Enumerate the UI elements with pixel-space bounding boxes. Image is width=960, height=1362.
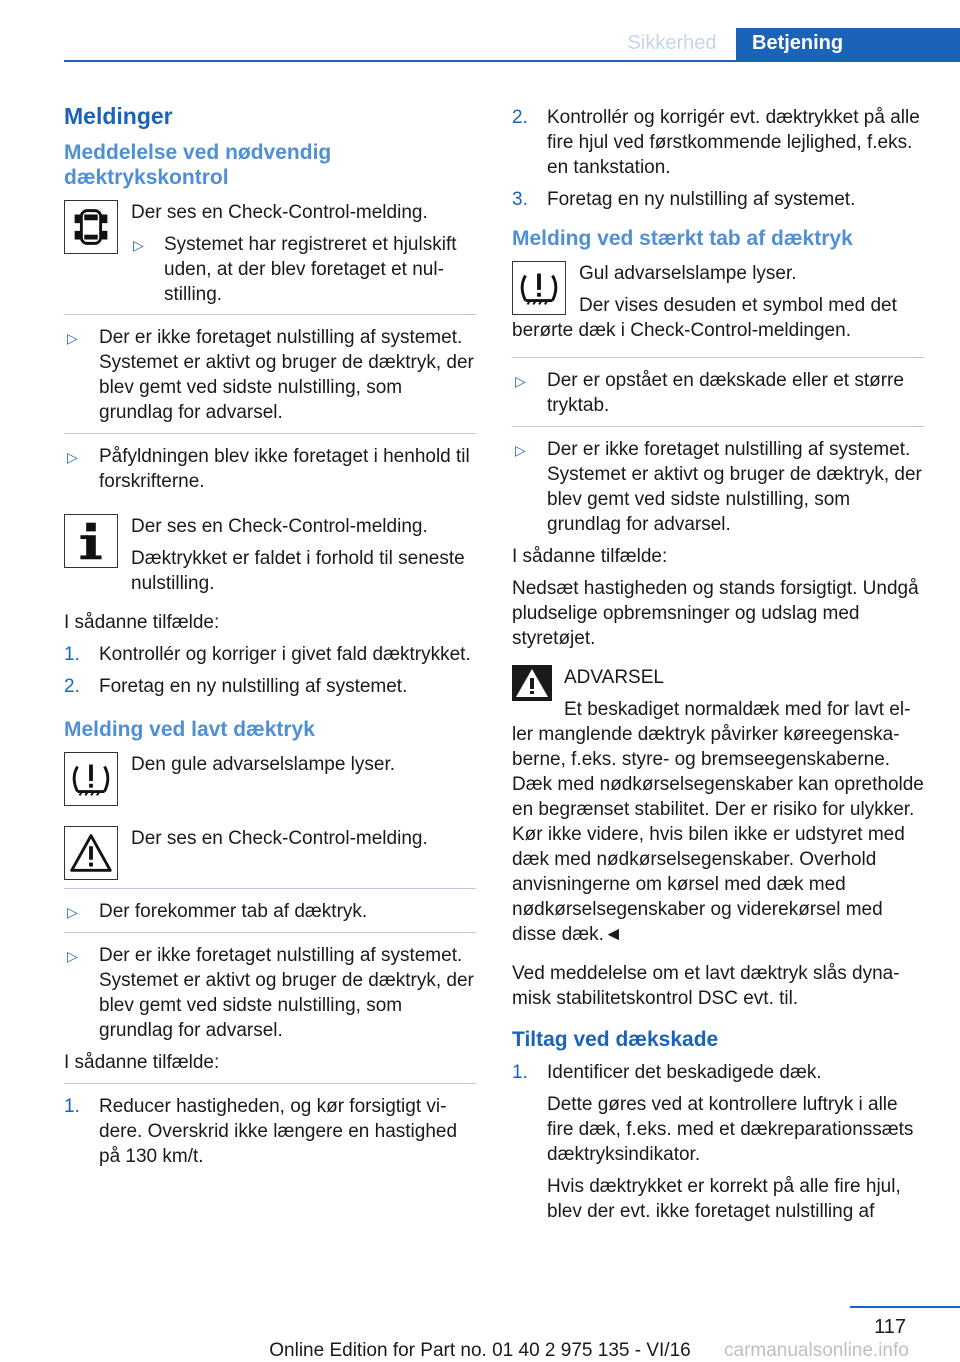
list-item-text: Der er opstået en dækskade eller et større tryktab.: [547, 370, 904, 416]
numbered-step: [512, 105, 924, 180]
block-triangle: [64, 826, 476, 882]
step-text: Foretag en ny nulstilling af systemet.: [547, 189, 856, 210]
list-item-text: Der er ikke foretaget nulstilling af systemet. Systemet er aktivt og bruger de dæktryk, der blev gemt ved sidste nulstilling, som grundlag for advarsel.: [547, 439, 922, 535]
warning-triangle-icon: [64, 826, 118, 880]
left-column: [64, 96, 476, 1176]
case-label: I sådanne tilfælde:: [512, 546, 668, 567]
step-number: 2.: [512, 107, 528, 128]
dsc-text: Ved meddelelse om et lavt dæktryk slås dynamisk stabilitetskontrol DSC evt. til.: [512, 963, 900, 1009]
divider: [64, 314, 476, 315]
divider: [64, 1083, 476, 1084]
block1-text: Der ses en Check-Control-melding.: [131, 202, 428, 223]
info-icon: [64, 514, 118, 568]
car-tire-icon: [64, 200, 118, 254]
block-car-tire: [64, 200, 476, 307]
warning-block: [512, 665, 924, 947]
step-number: 1.: [512, 1062, 528, 1083]
tire-pressure-warning-icon: [64, 752, 118, 806]
list-item: [64, 325, 476, 425]
list-item: [64, 943, 476, 1043]
warning-title: ADVARSEL: [564, 667, 664, 688]
block2-text-2: Dæktrykket er faldet i forhold til seneste nulstilling.: [131, 548, 465, 594]
heading-meldinger: Meldinger: [64, 103, 173, 129]
tab-betjening[interactable]: Betjening: [736, 28, 960, 62]
tab-sikkerhed[interactable]: Sikkerhed: [627, 32, 717, 54]
bullet-triangle-icon: ▷: [67, 330, 78, 346]
block5-text-2: [512, 293, 924, 343]
step-text: Kontrollér og korrigér evt. dæktrykket på alle fire hjul ved førstkommende lejlighed, f.eks. en tankstation.: [547, 107, 920, 178]
divider: [64, 888, 476, 889]
block3-text: Den gule advarselslampe lyser.: [131, 754, 396, 775]
list-item-text: Der er ikke foretaget nulstilling af systemet. Systemet er aktivt og bruger de dæktryk, der blev gemt ved sidste nulstilling, som grundlag for advarsel.: [99, 327, 474, 423]
right-column: [512, 96, 924, 1231]
block-info: [64, 514, 476, 596]
numbered-step: [512, 1060, 924, 1085]
block5-text-1: Gul advarselslampe lyser.: [579, 263, 797, 284]
block2-text-1: Der ses en Check-Control-melding.: [131, 516, 428, 537]
list-item: [512, 368, 924, 418]
list-item-text: Der er ikke foretaget nulstilling af systemet. Systemet er aktivt og bruger de dæktryk, der blev gemt ved sidste nulstilling, som grundlag for advarsel.: [99, 945, 474, 1041]
step-number: 3.: [512, 189, 528, 210]
list-item-text: Påfyldningen blev ikke foretaget i henhold til forskrifterne.: [99, 446, 470, 492]
numbered-step: [512, 187, 924, 212]
tire-pressure-warning-icon: [512, 261, 566, 315]
heading-lavt-daektryk: Melding ved lavt dæktryk: [64, 718, 315, 741]
list-item: [64, 899, 476, 924]
heading-tiltag: Tiltag ved dækskade: [512, 1028, 719, 1051]
bullet-triangle-icon: ▷: [67, 449, 78, 465]
case-label: I sådanne tilfælde:: [64, 612, 220, 633]
step-subtext: Hvis dæktrykket er korrekt på alle fire hjul, blev der evt. ikke foretaget nulstilling af: [547, 1176, 901, 1222]
case-label: I sådanne tilfælde:: [64, 1052, 220, 1073]
bullet-triangle-icon: ▷: [515, 373, 526, 389]
page-header: [0, 0, 960, 62]
numbered-step: [64, 642, 476, 667]
list-item-text: Systemet har registreret et hjulskift uden, at der blev foretaget et nulstilling.: [164, 234, 457, 305]
list-item-text: Der forekommer tab af dæktryk.: [99, 901, 368, 922]
divider: [512, 426, 924, 427]
heading-staerkt-tab: Melding ved stærkt tab af dæktryk: [512, 227, 853, 250]
header-divider: [64, 60, 960, 62]
page-number: 117: [874, 1316, 906, 1338]
divider: [64, 433, 476, 434]
edition-footer: Online Edition for Part no. 01 40 2 975 135 - VI/16: [269, 1340, 691, 1361]
warning-triangle-icon: [512, 665, 552, 701]
block5-text-2-content: Der vises desuden et symbol med det berørte dæk i Check-Control-meldingen.: [512, 295, 897, 341]
divider: [512, 357, 924, 358]
step-number: 1.: [64, 1096, 80, 1117]
block-tire-pressure: [64, 752, 476, 812]
bullet-triangle-icon: ▷: [67, 948, 78, 964]
footer-divider: [850, 1306, 960, 1308]
step-text: Identificer det beskadigede dæk.: [547, 1062, 822, 1083]
numbered-step: [64, 1094, 476, 1169]
divider: [64, 932, 476, 933]
numbered-step: [64, 674, 476, 699]
list-item: [512, 437, 924, 537]
step-text: Foretag en ny nulstilling af systemet.: [99, 676, 408, 697]
step-number: 1.: [64, 644, 80, 665]
list-item: [64, 444, 476, 494]
step-text: Kontrollér og korriger i givet fald dæktrykket.: [99, 644, 471, 665]
block-tire-pressure-2: [512, 261, 924, 343]
bullet-triangle-icon: ▷: [515, 442, 526, 458]
bullet-triangle-icon: ▷: [133, 237, 144, 253]
step-text: Reducer hastigheden, og kør forsigtigt videre. Overskrid ikke længere en hastighed på 130 km/t.: [99, 1096, 458, 1167]
bullet-triangle-icon: ▷: [67, 904, 78, 920]
warning-text-content: Et beskadiget normaldæk med for lavt eller manglende dæktryk påvirker køreegenskaberne, f.eks. styre- og bremseegenskaberne. Dæk med nødkørselsegenskaber kan opretholde en begrænset stabilitet. Der er risiko for ulykker. Kør ikke videre, hvis bilen ikke er udstyret med dæk med nødkørselsegenskaber. Overhold anvisningerne om kørsel med dæk med nødkørselsegenskaber og viderekørsel med disse dæk.◄: [512, 699, 924, 945]
heading-meddelelse: Meddelelse ved nødvendig dæktrykskontrol: [64, 141, 332, 189]
warning-text: [512, 697, 924, 947]
advice-text: Nedsæt hastigheden og stands forsigtigt. Undgå pludselige opbremsninger og udslag med styretøjet.: [512, 578, 919, 649]
block4-text: Der ses en Check-Control-melding.: [131, 828, 428, 849]
step-number: 2.: [64, 676, 80, 697]
list-item: [131, 232, 476, 307]
step-subtext: Dette gøres ved at kontrollere luftryk i alle fire dæk, f.eks. med et dækreparationssæts dæktryksindikator.: [547, 1094, 914, 1165]
watermark: carmanualsonline.info: [724, 1340, 909, 1361]
